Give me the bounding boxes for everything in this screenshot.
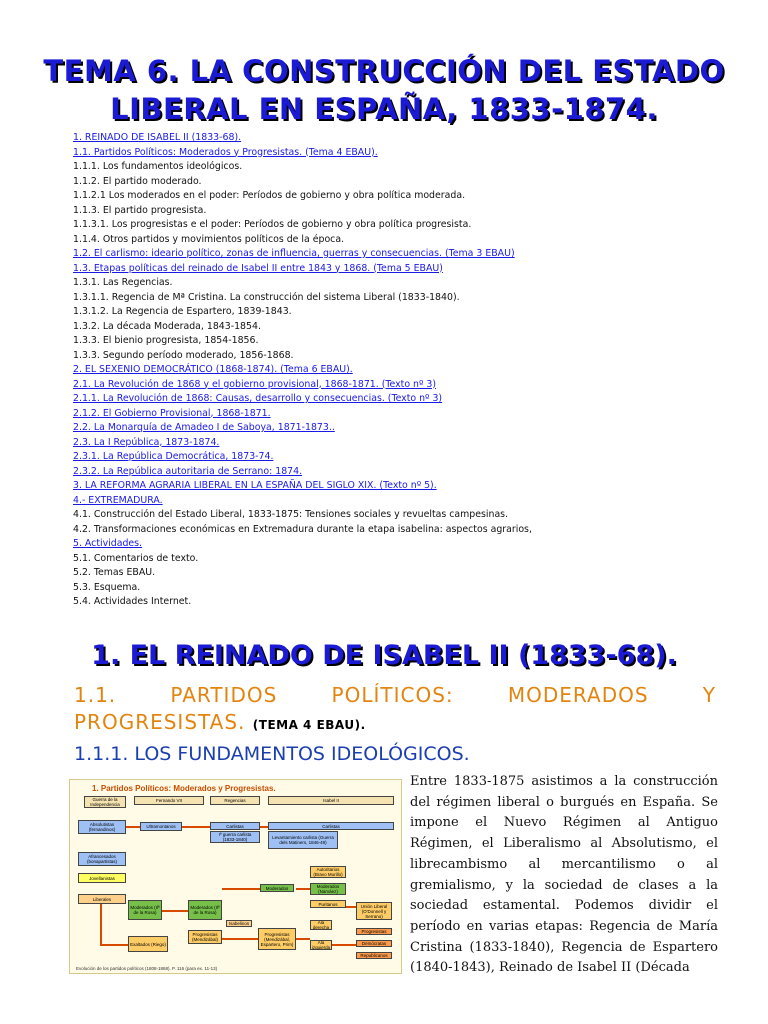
arrow	[296, 888, 310, 890]
toc-link[interactable]: 2.3. La I República, 1873-1874.	[73, 436, 220, 448]
toc-link[interactable]: 4.- EXTREMADURA.	[73, 494, 163, 506]
arrow	[260, 826, 268, 828]
box-carlistas-1: Carlistas	[210, 822, 260, 830]
box-carlistas-2: Carlistas	[268, 822, 394, 830]
toc-item	[73, 276, 733, 291]
toc-link[interactable]: 1.1. Partidos Políticos: Moderados y Progresistas. (Tema 4 EBAU).	[73, 146, 378, 158]
toc-item	[73, 160, 733, 175]
toc-item	[73, 291, 733, 306]
toc-link[interactable]: 3. LA REFORMA AGRARIA LIBERAL EN LA ESPAÑA DEL SIGLO XIX. (Texto nº 5).	[73, 480, 437, 491]
toc-item	[73, 175, 733, 190]
toc-text: 1.3.1. Las Regencias.	[73, 277, 173, 288]
toc-link[interactable]: 1.2. El carlismo: ideario político, zonas de influencia, guerras y consecuencias. (Tema 3 EBAU)	[73, 248, 515, 259]
arrow	[100, 944, 128, 946]
box-ultramontanos: Ultramontanos	[140, 822, 182, 831]
toc-item	[73, 305, 733, 320]
toc-text: 1.3.3. El bienio progresista, 1854-1856.	[73, 335, 259, 346]
toc-item[interactable]	[73, 479, 733, 494]
toc-item[interactable]	[73, 450, 733, 465]
arrow	[296, 938, 310, 940]
toc-link[interactable]: 2.1.1. La Revolución de 1868: Causas, desarrollo y consecuencias. (Texto nº 3)	[73, 393, 443, 404]
toc-link[interactable]: 1. REINADO DE ISABEL II (1833-68).	[73, 132, 242, 143]
toc-link[interactable]: 2.2. La Monarquía de Amadeo I de Saboya, 1871-1873..	[73, 422, 335, 433]
toc-item	[73, 320, 733, 335]
subsection-heading-word: PARTIDOS	[170, 683, 278, 707]
toc-link[interactable]: 2.3.1. La República Democrática, 1873-74.	[73, 451, 274, 462]
subsection-heading-word: MODERADOS	[507, 683, 649, 707]
box-progresistas-isabel: Progresistas (Mendizábal, Espartero, Prim)	[258, 928, 296, 950]
subsubsection-heading: 1.1.1. LOS FUNDAMENTOS IDEOLÓGICOS.	[74, 743, 470, 765]
toc-text: 1.3.1.1. Regencia de Mª Cristina. La construcción del sistema Liberal (1833-1840).	[73, 291, 460, 303]
header-isabel: Isabel II	[268, 796, 394, 805]
box-absolutistas: Absolutistas (fernandinos)	[78, 820, 126, 834]
body-paragraph: Entre 1833-1875 asistimos a la construcción del régimen liberal o burgués en España. Se impone el Nuevo Régimen al Antiguo Régimen, el Liberalismo al Absolutismo, el librecambismo al mercantilismo o al gremialismo, y la sociedad de clases a la sociedad estamental. Podemos dividir el período en varias etapas: Regencia de María Cristina (1833-1840), Regencia de Espartero (1840-1843), Reinado de Isabel II (Década	[410, 774, 718, 976]
toc-item	[73, 204, 733, 219]
toc-item[interactable]	[73, 436, 733, 451]
subsection-heading-line-1	[74, 682, 716, 709]
subsection-heading-line-2	[74, 709, 716, 739]
box-moderados-narvaez: Moderados (Narváez)	[310, 883, 346, 895]
toc-item	[73, 189, 733, 204]
toc-link[interactable]: 2.1.2. El Gobierno Provisional, 1868-1871.	[73, 407, 271, 419]
diagram-caption: Evolución de los partidos políticos (1808-1868). P. 116 (para ex. 11-13)	[76, 966, 218, 971]
toc-item	[73, 349, 733, 364]
parties-diagram	[69, 779, 402, 974]
box-ala-izquierda: Ala izquierda	[311, 940, 331, 950]
subsection-heading-word: POLÍTICOS:	[331, 683, 454, 707]
toc-item[interactable]	[73, 465, 733, 480]
box-jovellanistas: Jovellanistas	[78, 873, 126, 883]
toc-text: 1.3.1.2. La Regencia de Espartero, 1839-1843.	[73, 306, 292, 317]
arrow	[126, 826, 140, 828]
box-democratas: Demócratas	[356, 940, 392, 947]
header-guerra: Guerra de la Independencia	[84, 796, 126, 808]
box-progresistas-regencia: Progresistas (Mendizábal)	[188, 930, 222, 944]
arrow	[222, 888, 260, 890]
toc-text: 1.3.3. Segundo período moderado, 1856-1868.	[73, 349, 294, 361]
toc-text: 1.1.2. El partido moderado.	[73, 175, 202, 187]
box-puritanos: Puritanos	[310, 900, 346, 908]
box-moderados-regencia: Moderados (Ilª de la Rosa)	[188, 900, 222, 920]
toc-text: 5.2. Temas EBAU.	[73, 567, 156, 578]
box-union-liberal: Unión Liberal (O'Donnell y Serrano)	[356, 902, 392, 920]
toc-item	[73, 566, 733, 581]
header-regencias: Regencias	[210, 796, 260, 805]
box-exaltados: Exaltados (Riego)	[128, 936, 168, 952]
toc-item	[73, 581, 733, 596]
subsection-heading	[74, 682, 716, 739]
toc-item[interactable]	[73, 131, 733, 146]
toc-text: 1.1.2.1 Los moderados en el poder: Períodos de gobierno y obra política moderada.	[73, 190, 466, 201]
toc-item[interactable]	[73, 363, 733, 378]
toc-text: 5.3. Esquema.	[73, 581, 141, 593]
toc-item	[73, 523, 733, 538]
arrow	[222, 938, 258, 940]
toc-text: 1.1.4. Otros partidos y movimientos políticos de la época.	[73, 233, 345, 245]
document-title	[40, 52, 728, 128]
toc-item[interactable]	[73, 421, 733, 436]
box-moderados-isabel: Moderados	[260, 884, 294, 892]
toc-item[interactable]	[73, 392, 733, 407]
arrow	[100, 904, 102, 944]
toc-text: 1.1.3.1. Los progresistas e el poder: Períodos de gobierno y obra política progresista.	[73, 219, 472, 230]
toc-text: 4.1. Construcción del Estado Liberal, 1833-1875: Tensiones sociales y revueltas campesinas.	[73, 509, 509, 520]
box-moderados-fernando: Moderados (Ilª de la Rosa)	[128, 900, 162, 920]
arrow	[162, 910, 188, 912]
subsection-heading-progresistas: PROGRESISTAS.	[74, 710, 246, 734]
toc-item[interactable]	[73, 378, 733, 393]
toc-text: 1.1.1. Los fundamentos ideológicos.	[73, 161, 243, 172]
toc-text: 1.1.3. El partido progresista.	[73, 204, 207, 216]
box-progresistas-2: Progresistas	[356, 928, 392, 935]
toc-item	[73, 233, 733, 248]
exam-tag: (TEMA 4 EBAU).	[252, 718, 366, 732]
box-republicanos: Republicanos	[356, 952, 392, 959]
header-fernando: Fernando VII	[134, 796, 204, 805]
toc-item[interactable]	[73, 247, 733, 262]
toc-item[interactable]	[73, 146, 733, 161]
arrow	[346, 906, 356, 908]
toc-item[interactable]	[73, 537, 733, 552]
box-ala-derecha: Ala derecha	[310, 920, 332, 930]
toc-item	[73, 552, 733, 567]
subsection-heading-word: Y	[702, 683, 716, 707]
title-line-1: TEMA 6. LA CONSTRUCCIÓN DEL ESTADO	[43, 54, 725, 88]
title-line-2: LIBERAL EN ESPAÑA, 1833-1874.	[110, 92, 658, 126]
arrow	[182, 826, 210, 828]
box-guerra-carlista-2: Levantamiento carlista (Guerra dels Matiners, 1846-49)	[268, 831, 338, 849]
toc-link[interactable]: 1.3. Etapas políticas del reinado de Isabel II entre 1843 y 1868. (Tema 5 EBAU)	[73, 262, 443, 274]
toc-text: 4.2. Transformaciones económicas en Extremadura durante la etapa isabelina: aspectos agrarios,	[73, 523, 532, 535]
toc-item	[73, 334, 733, 349]
toc-text: 1.3.2. La década Moderada, 1843-1854.	[73, 320, 261, 332]
toc-item[interactable]	[73, 262, 733, 277]
toc-link[interactable]: 2.3.2. La República autoritaria de Serrano: 1874.	[73, 465, 303, 477]
box-liberales: Liberales	[78, 894, 126, 904]
toc-item	[73, 508, 733, 523]
toc-item[interactable]	[73, 494, 733, 509]
box-isabelinos: Isabelinos	[226, 920, 252, 927]
subsection-heading-word: 1.1.	[74, 683, 117, 707]
table-of-contents	[73, 131, 733, 610]
toc-item	[73, 218, 733, 233]
toc-link[interactable]: 5. Actividades.	[73, 538, 143, 549]
arrow	[332, 944, 356, 946]
diagram-title: 1. Partidos Políticos: Moderados y Progresistas.	[92, 784, 276, 793]
toc-link[interactable]: 2.1. La Revolución de 1868 y el gobierno provisional, 1868-1871. (Texto nº 3)	[73, 378, 437, 390]
toc-text: 5.1. Comentarios de texto.	[73, 552, 199, 564]
toc-link[interactable]: 2. EL SEXENIO DEMOCRÁTICO (1868-1874). (Tema 6 EBAU).	[73, 364, 353, 375]
box-afrancesados: Afrancesados (bonapartistas)	[78, 852, 126, 866]
toc-item	[73, 595, 733, 610]
toc-text: 5.4. Actividades Internet.	[73, 596, 192, 607]
toc-item[interactable]	[73, 407, 733, 422]
section-heading: 1. EL REINADO DE ISABEL II (1833-68).	[91, 640, 677, 671]
box-guerra-carlista-1: Iª guerra carlista (1833-1840)	[210, 831, 260, 843]
box-autoritarios: Autoritarios (Bravo Murillo)	[310, 866, 346, 878]
